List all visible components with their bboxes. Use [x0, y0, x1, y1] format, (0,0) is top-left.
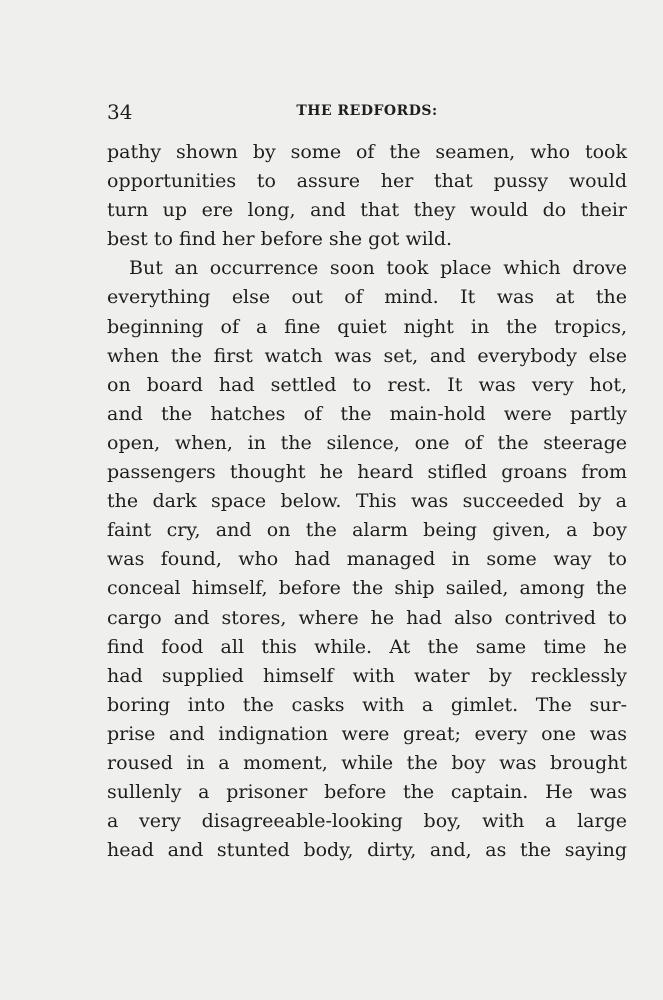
text-line: boring into the casks with a gimlet. The sur-: [107, 693, 627, 716]
text-line: pathy shown by some of the seamen, who took: [107, 141, 627, 163]
text-line: had supplied himself with water by recklessly: [107, 664, 627, 687]
text-line: faint cry, and on the alarm being given, a boy: [107, 519, 627, 542]
text-line: prise and indignation were great; every one was: [107, 722, 627, 745]
text-line: roused in a moment, while the boy was brought: [107, 751, 627, 774]
text-line: was found, who had managed in some way to: [107, 548, 627, 571]
text-line: beginning of a fine quiet night in the tropics,: [107, 315, 627, 338]
page-body: [107, 138, 627, 865]
text-line: sullenly a prisoner before the captain. He was: [107, 781, 627, 804]
text-line: find food all this while. At the same time he: [107, 635, 627, 658]
text-line: open, when, in the silence, one of the steerage: [107, 431, 627, 454]
text-line: conceal himself, before the ship sailed, among the: [107, 577, 627, 600]
text-line: But an occurrence soon took place which drove: [129, 257, 627, 280]
page-number: 34: [107, 100, 133, 124]
text-line: head and stunted body, dirty, and, as the saying: [107, 839, 627, 862]
running-title: THE REDFORDS:: [296, 103, 438, 119]
text-line: opportunities to assure her that pussy would: [107, 170, 627, 193]
text-line: the dark space below. This was succeeded by a: [107, 490, 627, 513]
text-line: on board had settled to rest. It was very hot,: [107, 373, 627, 396]
text-line: best to find her before she got wild.: [107, 228, 453, 251]
text-line: passengers thought he heard stifled groans from: [107, 461, 627, 484]
page-header: [107, 100, 627, 126]
text-line: cargo and stores, where he had also contrived to: [107, 606, 627, 629]
text-line: and the hatches of the main-hold were partly: [107, 402, 627, 425]
text-line: turn up ere long, and that they would do their: [107, 199, 627, 222]
text-line: everything else out of mind. It was at the: [107, 286, 627, 309]
text-line: a very disagreeable-looking boy, with a large: [107, 810, 627, 833]
text-line: when the first watch was set, and everybody else: [107, 344, 627, 367]
